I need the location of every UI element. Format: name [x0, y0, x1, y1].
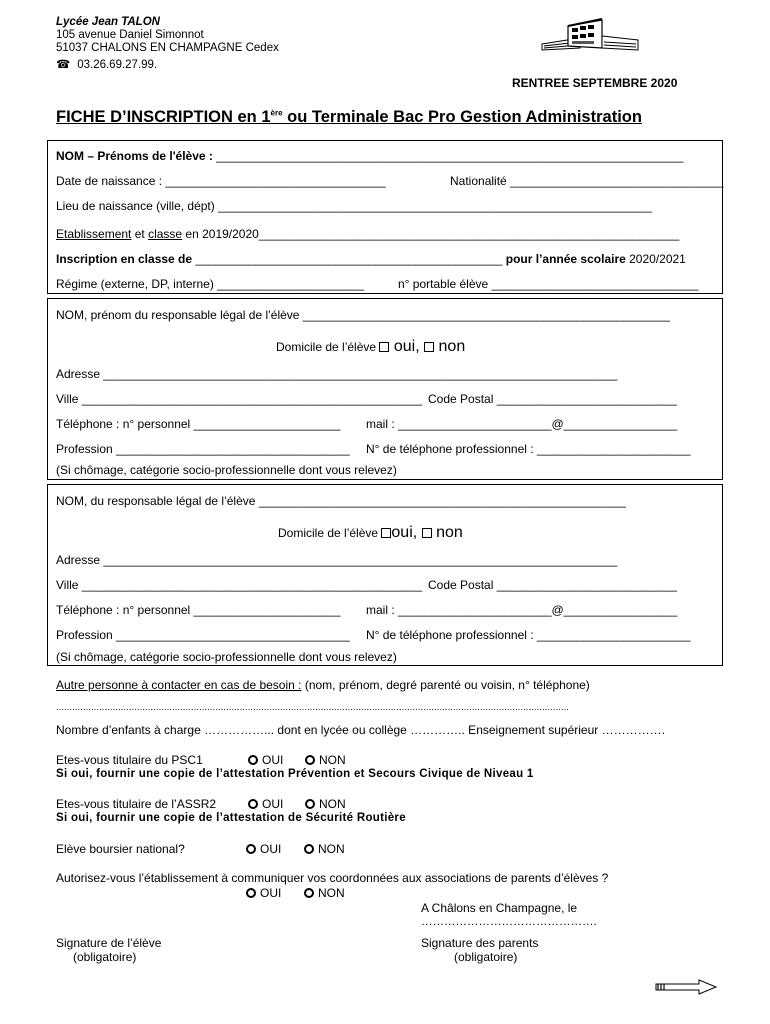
guardian1-oui-checkbox[interactable] [379, 342, 389, 352]
psc1-oui-radio[interactable] [248, 755, 258, 765]
scholarship-non-label: NON [318, 842, 345, 856]
psc1-non-radio[interactable] [305, 755, 315, 765]
guardian1-oui-label: oui, [389, 338, 425, 355]
association-oui-label: OUI [260, 886, 282, 900]
guardian1-work-phone-field[interactable]: N° de téléphone professionnel : _______________________ [366, 442, 691, 456]
guardian2-email-field[interactable]: mail : _______________________@_________________ [366, 603, 678, 617]
association-non-label: NON [318, 886, 345, 900]
psc1-non-option[interactable] [305, 753, 346, 767]
guardian1-email-field[interactable]: mail : _______________________@_________________ [366, 417, 678, 431]
etablissement-label: Etablissement [56, 227, 132, 241]
assr2-non-label: NON [319, 797, 346, 811]
psc1-oui-label: OUI [262, 753, 284, 767]
school-building-logo [540, 16, 640, 52]
guardian2-oui-checkbox[interactable] [381, 528, 391, 538]
assr2-non-option[interactable] [305, 797, 346, 811]
etab-connector: et [131, 227, 149, 241]
emergency-contact-title: Autre personne à contacter en cas de besoin : [56, 678, 302, 692]
guardian2-name-field[interactable]: NOM, du responsable légal de l’élève _______________________________________________________ [56, 494, 626, 508]
birth-date-field[interactable]: Date de naissance : _________________________________ [56, 174, 386, 188]
guardian1-domicile-label: Domicile de l’élève [276, 340, 380, 354]
classe-label: classe [148, 227, 183, 241]
school-address-line2: 51037 CHALONS EN CHAMPAGNE Cedex [56, 42, 279, 54]
emergency-contact-label [56, 678, 590, 692]
psc1-note: Si oui, fournir une copie de l’attestation Prévention et Secours Civique de Niveau 1 [56, 768, 534, 780]
regime-field[interactable]: Régime (externe, DP, interne) ______________________ [56, 277, 365, 291]
guardian2-profession-field[interactable]: Profession ___________________________________ [56, 628, 350, 642]
student-name-line: ______________________________________________________________________ [212, 149, 684, 163]
guardian2-unemployment-note: (Si chômage, catégorie socio-professionnelle dont vous relevez) [56, 650, 397, 664]
title-superscript: ère [270, 108, 283, 118]
parents-signature-required: (obligatoire) [454, 950, 518, 964]
guardian2-work-phone-field[interactable]: N° de téléphone professionnel : _______________________ [366, 628, 691, 642]
scholarship-oui-option[interactable] [246, 842, 281, 856]
enrollment-class-label: Inscription en classe de [56, 252, 193, 266]
guardian1-phone-field[interactable]: Téléphone : n° personnel ______________________ [56, 417, 341, 431]
title-main: FICHE D’INSCRIPTION en 1 [56, 108, 271, 126]
student-signature-label: Signature de l’élève [56, 936, 162, 950]
previous-school-field[interactable] [56, 227, 679, 241]
school-name: Lycée Jean TALON [56, 16, 160, 28]
guardian2-non-checkbox[interactable] [422, 528, 432, 538]
guardian1-non-label: non [434, 338, 466, 355]
guardian1-domicile [276, 338, 465, 356]
psc1-non-label: NON [319, 753, 346, 767]
guardian1-profession-field[interactable]: Profession ___________________________________ [56, 442, 350, 456]
emergency-contact-field[interactable]: .............................................................................................................................................................................................. [56, 702, 570, 712]
school-address-line1: 105 avenue Daniel Simonnot [56, 29, 204, 41]
parents-signature-label: Signature des parents [421, 936, 539, 950]
page-title [56, 108, 642, 127]
guardian2-domicile [278, 524, 463, 542]
nationality-field[interactable]: Nationalité ________________________________ [450, 174, 724, 188]
school-year-label: pour l’année scolaire [505, 252, 626, 266]
signature-date-field[interactable]: ………………………………………. [421, 916, 597, 928]
title-rest: ou Terminale Bac Pro Gestion Administration [282, 108, 642, 126]
guardian1-postal-field[interactable]: Code Postal ___________________________ [428, 392, 677, 406]
student-section [47, 140, 723, 294]
previous-school-line: en 2019/2020_______________________________________________________________ [182, 227, 680, 241]
parents-association-question: Autorisez-vous l’établissement à communiquer vos coordonnées aux associations de parents d’élèves ? [56, 871, 609, 885]
guardian2-address-field[interactable]: Adresse _____________________________________________________________________________ [56, 553, 618, 567]
scholarship-non-option[interactable] [304, 842, 345, 856]
school-phone-number: 03.26.69.27.99. [77, 59, 158, 71]
assr2-note: Si oui, fournir une copie de l’attestation de Sécurité Routière [56, 812, 406, 824]
guardian1-non-checkbox[interactable] [424, 342, 434, 352]
guardian1-name-field[interactable]: NOM, prénom du responsable légal de l’élève _______________________________________________________ [56, 308, 670, 322]
association-non-radio[interactable] [304, 888, 314, 898]
scholarship-oui-label: OUI [260, 842, 282, 856]
rentree-date: RENTREE SEPTEMBRE 2020 [512, 76, 678, 90]
next-page-arrow-icon [655, 979, 719, 995]
guardian1-city-field[interactable]: Ville ___________________________________________________ [56, 392, 423, 406]
assr2-oui-radio[interactable] [248, 799, 258, 809]
guardian2-oui-label: oui, [391, 524, 422, 541]
assr2-oui-option[interactable] [248, 797, 283, 811]
guardian2-non-label: non [431, 524, 463, 541]
guardian2-domicile-label: Domicile de l’élève [278, 526, 382, 540]
enrollment-class-line: ______________________________________________ [192, 252, 503, 266]
student-name-label: NOM – Prénoms de l'élève : [56, 149, 213, 163]
telephone-icon: ☎ [56, 59, 71, 71]
scholarship-oui-radio[interactable] [246, 844, 256, 854]
guardian2-phone-field[interactable]: Téléphone : n° personnel ______________________ [56, 603, 341, 617]
guardian2-city-field[interactable]: Ville ___________________________________________________ [56, 578, 423, 592]
school-year-value: 2020/2021 [625, 252, 686, 266]
psc1-oui-option[interactable] [248, 753, 283, 767]
signature-place: A Châlons en Champagne, le [421, 901, 578, 915]
student-mobile-field[interactable]: n° portable élève _______________________________ [398, 277, 699, 291]
guardian1-unemployment-note: (Si chômage, catégorie socio-professionnelle dont vous relevez) [56, 463, 397, 477]
scholarship-question: Elève boursier national? [56, 842, 185, 856]
assr2-oui-label: OUI [262, 797, 284, 811]
student-signature-required: (obligatoire) [73, 950, 137, 964]
guardian1-address-field[interactable]: Adresse _____________________________________________________________________________ [56, 367, 618, 381]
association-oui-option[interactable] [246, 886, 281, 900]
scholarship-non-radio[interactable] [304, 844, 314, 854]
student-name-field[interactable] [56, 149, 683, 163]
association-non-option[interactable] [304, 886, 345, 900]
emergency-contact-hint: (nom, prénom, degré parenté ou voisin, n° téléphone) [301, 678, 590, 692]
association-oui-radio[interactable] [246, 888, 256, 898]
school-phone [56, 57, 157, 71]
assr2-non-radio[interactable] [305, 799, 315, 809]
enrollment-class-field[interactable] [56, 252, 686, 266]
assr2-question: Etes-vous titulaire de l’ASSR2 [56, 797, 217, 811]
birth-place-field[interactable]: Lieu de naissance (ville, dépt) _________________________________________________________________ [56, 199, 652, 213]
guardian2-postal-field[interactable]: Code Postal ___________________________ [428, 578, 677, 592]
children-count-field[interactable]: Nombre d’enfants à charge ……………... dont en lycée ou collège ………….. Enseignement supérieur ……………. [56, 723, 665, 737]
psc1-question: Etes-vous titulaire du PSC1 [56, 753, 203, 767]
